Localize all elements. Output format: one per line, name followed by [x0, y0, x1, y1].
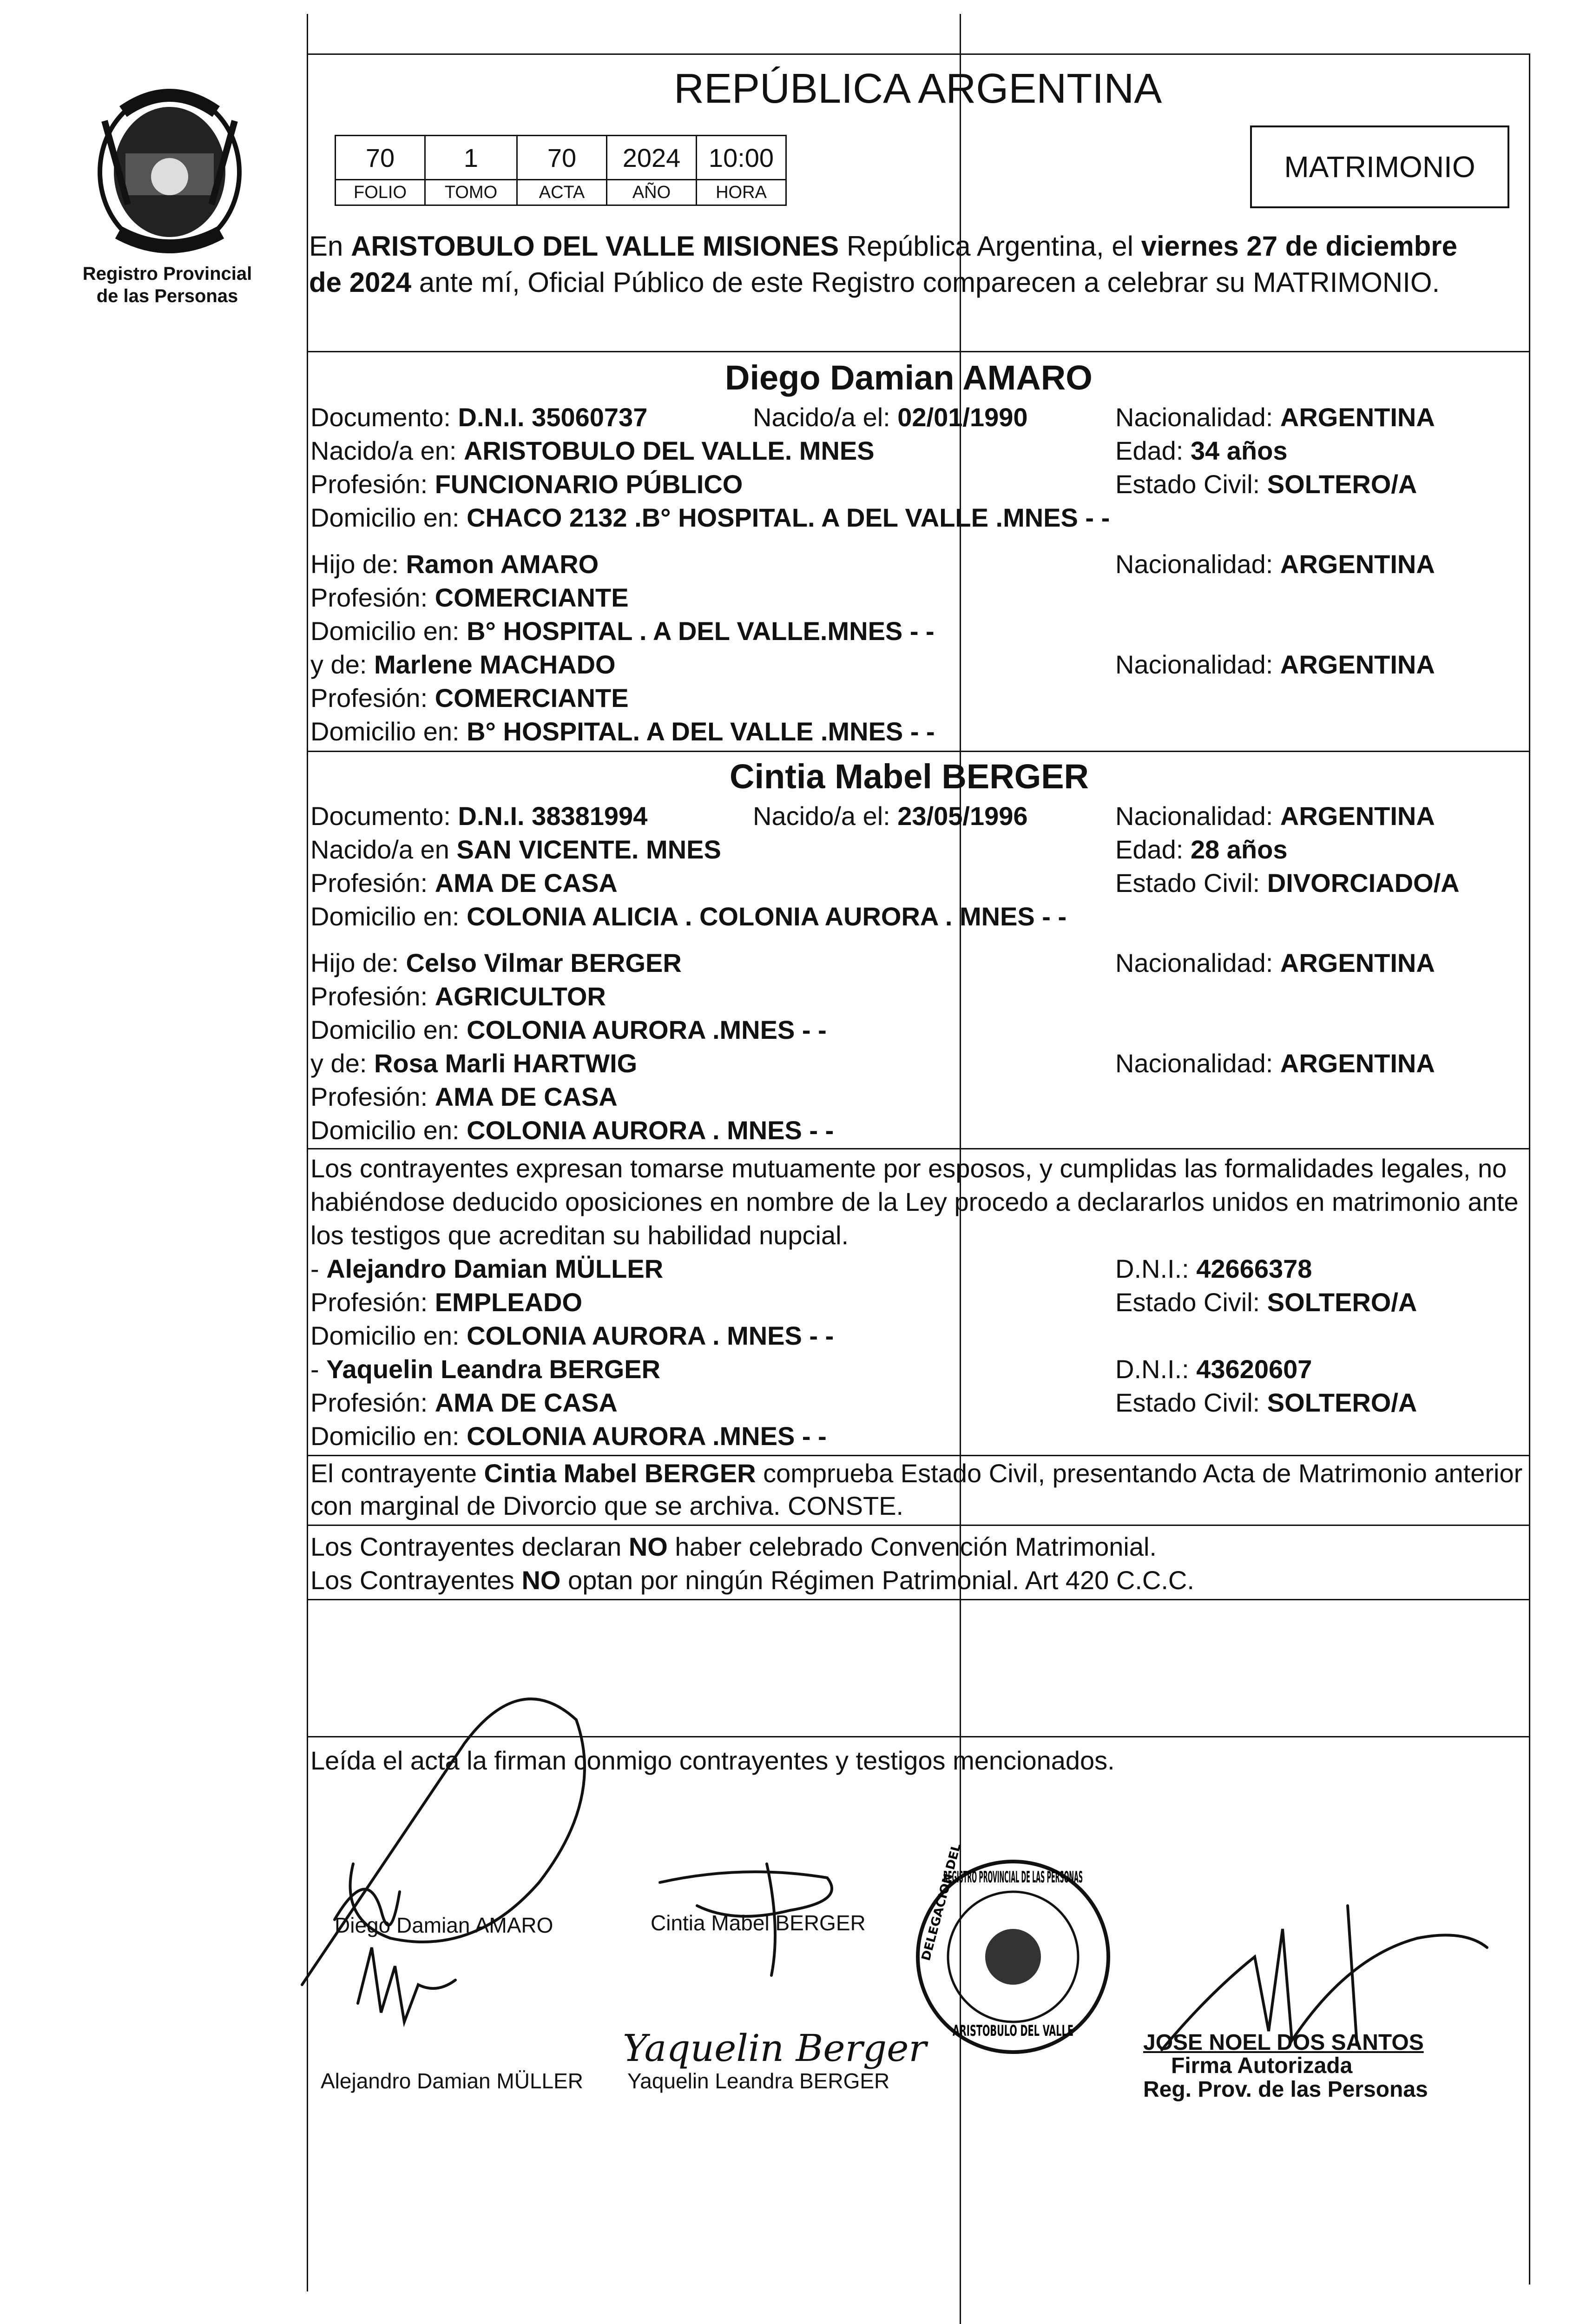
acta-label: ACTA — [517, 180, 607, 205]
divider-groom — [307, 351, 1530, 352]
bride-birthdate: Nacido/a el: 23/05/1996 — [753, 801, 1028, 831]
groom-father-address: Domicilio en: B° HOSPITAL . A DEL VALLE.MNES - - — [310, 616, 935, 646]
groom-father: Hijo de: Ramon AMARO — [310, 549, 599, 579]
groom-document: Documento: D.N.I. 35060737 — [310, 403, 648, 432]
divider-note3 — [307, 1599, 1530, 1600]
seal-text-top: REGISTRO PROVINCIAL DE LAS PERSONAS — [943, 1868, 1083, 1887]
document-title: REPÚBLICA ARGENTINA — [674, 66, 1162, 112]
coat-of-arms-logo — [86, 84, 253, 256]
witness-1-profession: Profesión: EMPLEADO — [310, 1287, 583, 1317]
groom-birthplace: Nacido/a en: ARISTOBULO DEL VALLE. MNES — [310, 436, 875, 465]
bride-mother: y de: Rosa Marli HARTWIG — [310, 1049, 638, 1078]
witness-2-name: - Yaquelin Leandra BERGER — [310, 1354, 661, 1384]
closing-statement: Leída el acta la firman conmigo contrayentes y testigos mencionados. — [310, 1746, 1115, 1775]
witness-1-name: - Alejandro Damian MÜLLER — [310, 1254, 664, 1283]
groom-birthdate: Nacido/a el: 02/01/1990 — [753, 403, 1028, 432]
official-signature — [1162, 1906, 1487, 2050]
divider-bride — [307, 751, 1530, 752]
bride-age: Edad: 28 años — [1115, 835, 1288, 864]
groom-address: Domicilio en: CHACO 2132 .B° HOSPITAL. A DEL VALLE .MNES - - — [310, 503, 1110, 532]
groom-father-profession: Profesión: COMERCIANTE — [310, 583, 629, 612]
declaration-line-2: habiéndose deducido oposiciones en nombre de la Ley procedo a declararlos unidos en matrimonio ante — [310, 1187, 1519, 1216]
acta-value: 70 — [517, 136, 607, 180]
witness-2-address: Domicilio en: COLONIA AURORA .MNES - - — [310, 1421, 827, 1451]
bride-signature — [660, 1872, 832, 1916]
bride-profession: Profesión: AMA DE CASA — [310, 868, 618, 898]
bride-civil-status: Estado Civil: DIVORCIADO/A — [1115, 868, 1460, 898]
bride-birthplace: Nacido/a en SAN VICENTE. MNES — [310, 835, 721, 864]
signature-label-bride: Cintia Mabel BERGER — [651, 1911, 866, 1935]
intro-line-2: de 2024 ante mí, Oficial Público de este Registro comparecen a celebrar su MATRIMONIO. — [309, 267, 1440, 298]
ano-value: 2024 — [607, 136, 697, 180]
bride-mother-nationality: Nacionalidad: ARGENTINA — [1115, 1049, 1435, 1078]
note-regime: Los Contrayentes NO optan por ningún Régimen Patrimonial. Art 420 C.C.C. — [310, 1565, 1194, 1595]
doc-type-box — [1250, 125, 1509, 208]
bride-nationality: Nacionalidad: ARGENTINA — [1115, 801, 1435, 831]
bride-father-nationality: Nacionalidad: ARGENTINA — [1115, 948, 1435, 977]
note-civil-status-line-2: con marginal de Divorcio que se archiva. CONSTE. — [310, 1491, 904, 1520]
handwritten-yaquelin: Yaquelin Berger — [623, 2027, 927, 2070]
official-role: Firma Autorizada — [1171, 2053, 1353, 2079]
groom-civil-status: Estado Civil: SOLTERO/A — [1115, 469, 1417, 499]
hora-value: 10:00 — [697, 136, 786, 180]
intro-line-1: En ARISTOBULO DEL VALLE MISIONES República Argentina, el viernes 27 de diciembre — [309, 231, 1457, 262]
official-seal — [911, 1845, 1115, 2064]
seal-text-bottom: ARISTOBULO DEL VALLE — [953, 2022, 1073, 2040]
doc-type-label: MATRIMONIO — [1284, 150, 1475, 184]
folio-label: FOLIO — [336, 180, 425, 205]
bride-mother-profession: Profesión: AMA DE CASA — [310, 1082, 618, 1111]
witness-1-dni: D.N.I.: 42666378 — [1115, 1254, 1312, 1283]
official-office: Reg. Prov. de las Personas — [1143, 2077, 1428, 2102]
seal-text-left: DELEGACION DEL — [919, 1845, 963, 1962]
ano-label: AÑO — [607, 180, 697, 205]
groom-mother-profession: Profesión: COMERCIANTE — [310, 683, 629, 713]
divider-declaration — [307, 1148, 1530, 1149]
declaration-line-1: Los contrayentes expresan tomarse mutuamente por esposos, y cumplidas las formalidades legales, no — [310, 1154, 1507, 1183]
bride-father-address: Domicilio en: COLONIA AURORA .MNES - - — [310, 1015, 827, 1044]
bride-father-profession: Profesión: AGRICULTOR — [310, 982, 606, 1011]
groom-mother-address: Domicilio en: B° HOSPITAL. A DEL VALLE .MNES - - — [310, 717, 935, 746]
note-convention: Los Contrayentes declaran NO haber celebrado Convención Matrimonial. — [310, 1532, 1157, 1561]
folio-value: 70 — [336, 136, 425, 180]
witness-1-civil-status: Estado Civil: SOLTERO/A — [1115, 1287, 1417, 1317]
logo-caption: Registro Provincial de las Personas — [82, 264, 252, 306]
groom-father-nationality: Nacionalidad: ARGENTINA — [1115, 549, 1435, 579]
witness-2-civil-status: Estado Civil: SOLTERO/A — [1115, 1388, 1417, 1417]
groom-signature — [302, 1699, 585, 1985]
bride-mother-address: Domicilio en: COLONIA AURORA . MNES - - — [310, 1116, 834, 1145]
hora-label: HORA — [697, 180, 786, 205]
top-border — [307, 53, 1530, 55]
signature-label-witness-1: Alejandro Damian MÜLLER — [321, 2069, 584, 2093]
bride-name: Cintia Mabel BERGER — [730, 757, 1089, 796]
groom-age: Edad: 34 años — [1115, 436, 1288, 465]
divider-note2 — [307, 1525, 1530, 1526]
groom-profession: Profesión: FUNCIONARIO PÚBLICO — [310, 469, 743, 499]
signature-label-groom: Diego Damian AMARO — [335, 1913, 553, 1937]
witness-2-profession: Profesión: AMA DE CASA — [310, 1388, 618, 1417]
divider-note1 — [307, 1455, 1530, 1456]
record-table — [335, 135, 787, 206]
official-name: JOSE NOEL DOS SANTOS — [1143, 2030, 1424, 2055]
witness-2-dni: D.N.I.: 43620607 — [1115, 1354, 1312, 1384]
tomo-label: TOMO — [425, 180, 517, 205]
witness-1-signature — [358, 1948, 455, 2022]
official-stamp — [1143, 2031, 1428, 2101]
bride-address: Domicilio en: COLONIA ALICIA . COLONIA AURORA . MNES - - — [310, 902, 1067, 931]
groom-name: Diego Damian AMARO — [725, 358, 1093, 397]
signature-label-witness-2: Yaquelin Leandra BERGER — [627, 2069, 890, 2093]
bride-document: Documento: D.N.I. 38381994 — [310, 801, 648, 831]
declaration-line-3: los testigos que acreditan su habilidad nupcial. — [310, 1221, 849, 1250]
witness-1-address: Domicilio en: COLONIA AURORA . MNES - - — [310, 1321, 834, 1350]
bride-father: Hijo de: Celso Vilmar BERGER — [310, 948, 682, 977]
tomo-value: 1 — [425, 136, 517, 180]
note-civil-status-line-1: El contrayente Cintia Mabel BERGER comprueba Estado Civil, presentando Acta de Matrimonio anterior — [310, 1459, 1523, 1488]
groom-mother-nationality: Nacionalidad: ARGENTINA — [1115, 650, 1435, 679]
groom-mother: y de: Marlene MACHADO — [310, 650, 616, 679]
groom-nationality: Nacionalidad: ARGENTINA — [1115, 403, 1435, 432]
